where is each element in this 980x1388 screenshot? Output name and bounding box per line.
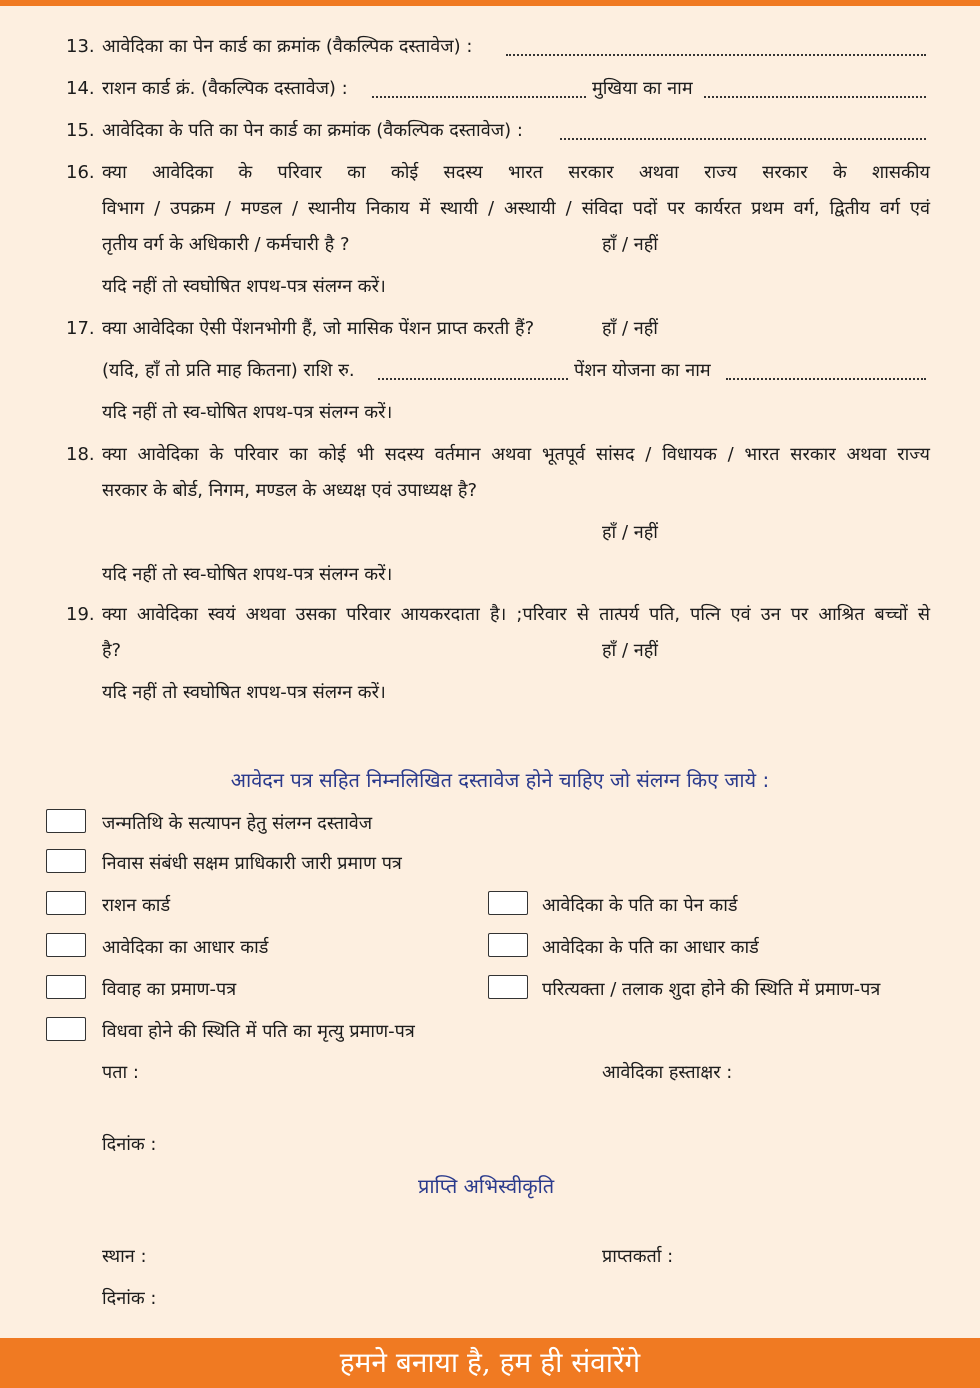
question-17-line1: क्या आवेदिका ऐसी पेंशनभोगी हैं, जो मासिक पेंशन प्राप्त करती हैं? [102, 318, 535, 339]
receiver-label: प्राप्तकर्ता : [602, 1246, 674, 1267]
family-head-blank[interactable] [704, 84, 926, 98]
affidavit-note: यदि नहीं तो स्वघोषित शपथ-पत्र संलग्न करें। [102, 682, 386, 703]
date-label: दिनांक : [102, 1134, 157, 1155]
question-16-line3: तृतीय वर्ग के अधिकारी / कर्मचारी है ? [102, 234, 350, 255]
pan-number-blank[interactable] [506, 42, 926, 56]
question-number: 14. [66, 78, 95, 99]
affidavit-note: यदि नहीं तो स्वघोषित शपथ-पत्र संलग्न करें। [102, 276, 386, 297]
document-label: जन्मतिथि के सत्यापन हेतु संलग्न दस्तावेज [102, 813, 373, 834]
document-checkbox[interactable] [46, 975, 86, 999]
document-label: निवास संबंधी सक्षम प्राधिकारी जारी प्रमाण पत्र [102, 853, 402, 874]
document-checkbox[interactable] [46, 891, 86, 915]
acknowledgement-title: प्राप्ति अभिस्वीकृति [418, 1174, 555, 1198]
question-number: 19. [66, 604, 95, 625]
document-checkbox[interactable] [46, 1017, 86, 1041]
signature-label: आवेदिका हस्ताक्षर : [602, 1062, 733, 1083]
question-number: 18. [66, 444, 95, 465]
document-label: आवेदिका के पति का आधार कार्ड [542, 937, 759, 958]
document-checkbox[interactable] [46, 849, 86, 873]
yes-no-option[interactable]: हाँ / नहीं [602, 640, 658, 661]
document-checkbox[interactable] [488, 933, 528, 957]
document-label: आवेदिका के पति का पेन कार्ड [542, 895, 738, 916]
husband-pan-blank[interactable] [560, 126, 926, 140]
question-text: आवेदिका का पेन कार्ड का क्रमांक (वैकल्पिक दस्तावेज) : [102, 36, 473, 57]
ration-card-blank[interactable] [372, 84, 586, 98]
affidavit-note: यदि नहीं तो स्व-घोषित शपथ-पत्र संलग्न करें। [102, 402, 393, 423]
document-label: आवेदिका का आधार कार्ड [102, 937, 269, 958]
question-text: आवेदिका के पति का पेन कार्ड का क्रमांक (वैकल्पिक दस्तावेज) : [102, 120, 523, 141]
question-number: 16. [66, 162, 95, 183]
question-19-line1: क्या आवेदिका स्वयं अथवा उसका परिवार आयकरदाता है। ;परिवार से तात्पर्य पति, पत्नि एवं उन पर आश्रित बच्चों से [102, 604, 930, 625]
place-label: स्थान : [102, 1246, 147, 1267]
family-head-label: मुखिया का नाम [592, 78, 693, 99]
question-number: 17. [66, 318, 95, 339]
question-16-line2: विभाग / उपक्रम / मण्डल / स्थानीय निकाय में स्थायी / अस्थायी / संविदा पदों पर कार्यरत प्रथम वर्ग, द्वितीय वर्ग एवं [102, 198, 930, 219]
question-16-line1: क्या आवेदिका के परिवार का कोई सदस्य भारत सरकार अथवा राज्य सरकार के शासकीय [102, 162, 930, 183]
pension-scheme-blank[interactable] [726, 366, 926, 380]
question-14 [66, 78, 348, 100]
question-13 [66, 36, 472, 58]
document-checkbox[interactable] [46, 809, 86, 833]
pension-scheme-label: पेंशन योजना का नाम [574, 360, 711, 381]
question-15 [66, 120, 523, 142]
yes-no-option[interactable]: हाँ / नहीं [602, 318, 658, 339]
pension-amount-blank[interactable] [378, 366, 568, 380]
question-18-line2: सरकार के बोर्ड, निगम, मण्डल के अध्यक्ष एवं उपाध्यक्ष है? [102, 480, 478, 501]
footer-slogan: हमने बनाया है, हम ही संवारेंगे [339, 1346, 641, 1379]
question-text: राशन कार्ड क्रं. (वैकल्पिक दस्तावेज) : [102, 78, 348, 99]
question-18-line1: क्या आवेदिका के परिवार का कोई भी सदस्य वर्तमान अथवा भूतपूर्व सांसद / विधायक / भारत सरकार अथवा राज्य [102, 444, 930, 465]
document-checkbox[interactable] [488, 975, 528, 999]
pension-amount-label: (यदि, हाँ तो प्रति माह कितना) राशि रु. [102, 360, 355, 381]
question-number: 13. [66, 36, 95, 57]
document-label: परित्यक्ता / तलाक शुदा होने की स्थिति में प्रमाण-पत्र [542, 979, 881, 1000]
top-accent-bar [0, 0, 980, 6]
address-label: पता : [102, 1062, 139, 1083]
question-number: 15. [66, 120, 95, 141]
question-19-line2: है? [102, 640, 122, 661]
yes-no-option[interactable]: हाँ / नहीं [602, 234, 658, 255]
document-checkbox[interactable] [488, 891, 528, 915]
document-label: विवाह का प्रमाण-पत्र [102, 979, 237, 1000]
document-checkbox[interactable] [46, 933, 86, 957]
ack-date-label: दिनांक : [102, 1288, 157, 1309]
yes-no-option[interactable]: हाँ / नहीं [602, 522, 658, 543]
footer-slogan-bar [0, 1338, 980, 1388]
document-label: विधवा होने की स्थिति में पति का मृत्यु प्रमाण-पत्र [102, 1021, 415, 1042]
affidavit-note: यदि नहीं तो स्व-घोषित शपथ-पत्र संलग्न करें। [102, 564, 393, 585]
documents-heading: आवेदन पत्र सहित निम्नलिखित दस्तावेज होने चाहिए जो संलग्न किए जाये : [230, 768, 770, 792]
document-label: राशन कार्ड [102, 895, 171, 916]
